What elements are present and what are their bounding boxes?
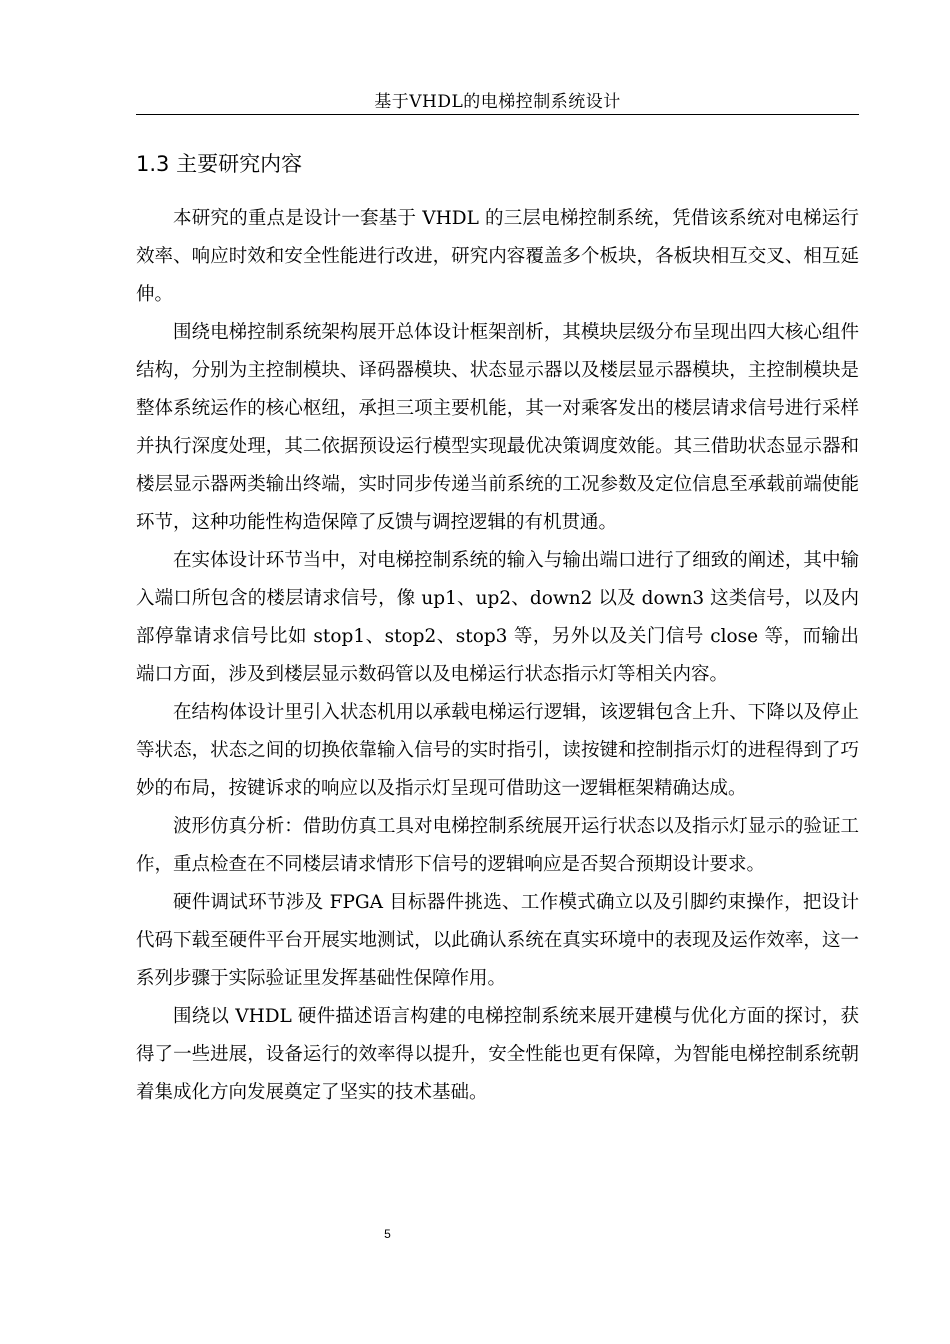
paragraph-3: 在实体设计环节当中，对电梯控制系统的输入与输出端口进行了细致的阐述，其中输入端口所包含的楼层请求信号，像 up1、up2、down2 以及 down3 这类信号，以及内部停靠请求信号比如 stop1、stop2、stop3 等，另外以及关门信号 close 等，而输出端口方面，涉及到楼层显示数码管以及电梯运行状态指示灯等相关内容。 — [136, 550, 859, 685]
paragraph-5: 波形仿真分析：借助仿真工具对电梯控制系统展开运行状态以及指示灯显示的验证工作，重点检查在不同楼层请求情形下信号的逻辑响应是否契合预期设计要求。 — [136, 816, 859, 875]
paragraph-7: 围绕以 VHDL 硬件描述语言构建的电梯控制系统来展开建模与优化方面的探讨，获得了一些进展，设备运行的效率得以提升，安全性能也更有保障，为智能电梯控制系统朝着集成化方向发展奠定了坚实的技术基础。 — [136, 1006, 859, 1103]
section-heading: 1.3 主要研究内容 — [136, 152, 303, 176]
body-text — [136, 200, 859, 1112]
paragraph-6: 硬件调试环节涉及 FPGA 目标器件挑选、工作模式确立以及引脚约束操作，把设计代码下载至硬件平台开展实地测试，以此确认系统在真实环境中的表现及运作效率，这一系列步骤于实际验证里发挥基础性保障作用。 — [136, 892, 859, 989]
header-divider — [136, 114, 859, 115]
paragraph-4: 在结构体设计里引入状态机用以承载电梯运行逻辑，该逻辑包含上升、下降以及停止等状态，状态之间的切换依靠输入信号的实时指引，读按键和控制指示灯的进程得到了巧妙的布局，按键诉求的响应以及指示灯呈现可借助这一逻辑框架精确达成。 — [136, 702, 859, 799]
paragraph-2: 围绕电梯控制系统架构展开总体设计框架剖析，其模块层级分布呈现出四大核心组件结构，分别为主控制模块、译码器模块、状态显示器以及楼层显示器模块，主控制模块是整体系统运作的核心枢纽，承担三项主要机能，其一对乘客发出的楼层请求信号进行采样并执行深度处理，其二依据预设运行模型实现最优决策调度效能。其三借助状态显示器和楼层显示器两类输出终端，实时同步传递当前系统的工况参数及定位信息至承载前端使能环节，这种功能性构造保障了反馈与调控逻辑的有机贯通。 — [136, 322, 859, 533]
paragraph-1: 本研究的重点是设计一套基于 VHDL 的三层电梯控制系统，凭借该系统对电梯运行效率、响应时效和安全性能进行改进，研究内容覆盖多个板块，各板块相互交叉、相互延伸。 — [136, 208, 859, 305]
page-number: 5 — [384, 1227, 391, 1241]
running-header: 基于VHDL的电梯控制系统设计 — [374, 92, 621, 112]
